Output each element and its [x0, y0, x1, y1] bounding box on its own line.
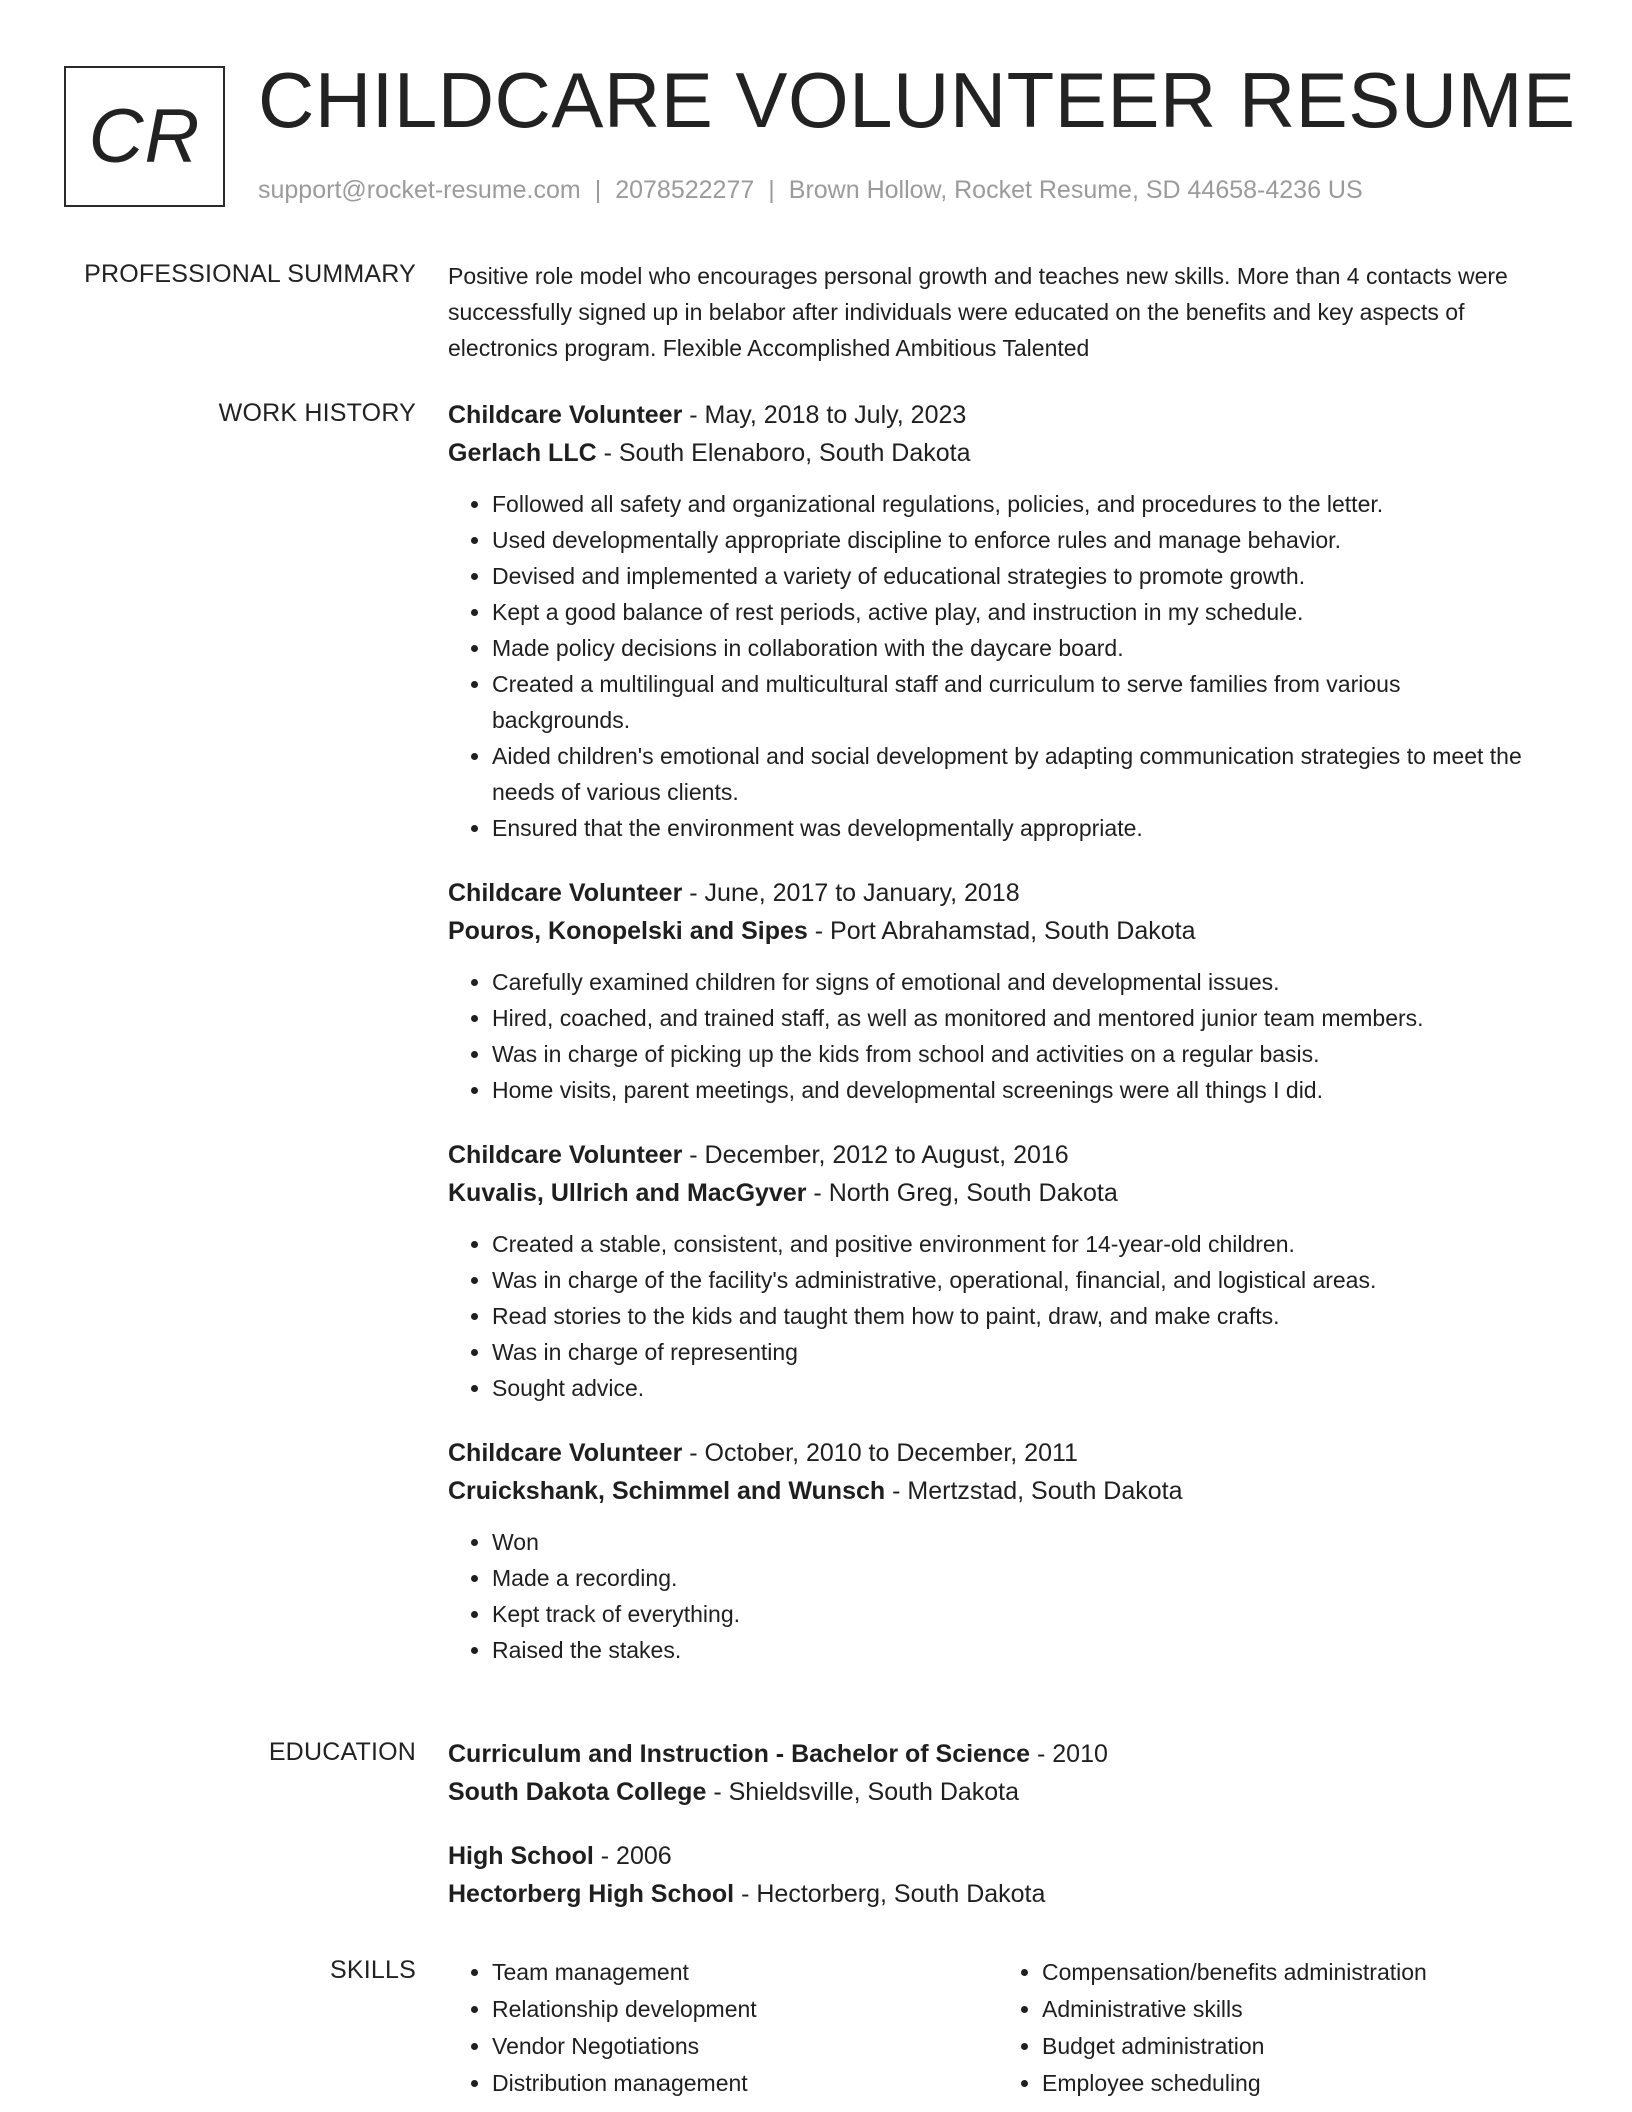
skills-label: SKILLS	[330, 1956, 416, 1984]
job-company-line	[448, 434, 1538, 472]
job-entry	[448, 1136, 1538, 1406]
job-bullet-list	[448, 1524, 1538, 1668]
summary-text: Positive role model who encourages personal growth and teaches new skills. More than 4 contacts were successfully signed up in belabor after individuals were educated on the benefits and key aspects of electronics program. Flexible Accomplished Ambitious Talented	[448, 263, 1508, 361]
list-item: • Compensation/benefits administration	[1042, 1954, 1548, 1991]
job-title: Childcare Volunteer	[448, 879, 683, 907]
job-bullet-list	[448, 486, 1538, 846]
list-item: • Made policy decisions in collaboration with the daycare board.	[492, 630, 1538, 666]
job-dates: - October, 2010 to December, 2011	[682, 1439, 1078, 1467]
resume-title: CHILDCARE VOLUNTEER RESUME	[258, 56, 1576, 144]
list-item: • Read stories to the kids and taught them how to paint, draw, and make crafts.	[492, 1298, 1538, 1334]
list-item: • Team management	[492, 1954, 998, 1991]
job-company: Cruickshank, Schimmel and Wunsch	[448, 1477, 886, 1505]
job-title: Childcare Volunteer	[448, 401, 683, 429]
job-location: - South Elenaboro, South Dakota	[596, 439, 971, 467]
contact-address: Brown Hollow, Rocket Resume, SD 44658-4236 US	[788, 176, 1363, 204]
contact-email: support@rocket-resume.com	[258, 176, 581, 204]
list-item: • Budget administration	[1042, 2028, 1548, 2065]
job-title-line	[448, 396, 1538, 434]
list-item: • Ensured that the environment was developmentally appropriate.	[492, 810, 1538, 846]
work-history-body	[448, 396, 1538, 1668]
list-item: • Relationship development	[492, 1991, 998, 2028]
list-item: • Used developmentally appropriate discipline to enforce rules and manage behavior.	[492, 522, 1538, 558]
job-entry	[448, 1434, 1538, 1668]
job-title-line	[448, 874, 1538, 912]
list-item: • Raised the stakes.	[492, 1632, 1538, 1668]
job-title-line	[448, 1136, 1538, 1174]
monogram-box	[64, 66, 225, 207]
list-item: • Was in charge of picking up the kids from school and activities on a regular basis.	[492, 1036, 1538, 1072]
job-company-line	[448, 1472, 1538, 1510]
job-title: Childcare Volunteer	[448, 1439, 683, 1467]
job-company-line	[448, 1174, 1538, 1212]
list-item: • Created a multilingual and multicultural staff and curriculum to serve families from various backgrounds.	[492, 666, 1538, 738]
monogram-initials: CR	[88, 93, 201, 179]
education-location: - Shieldsville, South Dakota	[706, 1778, 1020, 1806]
list-item: • Made a recording.	[492, 1560, 1538, 1596]
job-entry	[448, 396, 1538, 846]
education-year: - 2006	[593, 1842, 672, 1870]
contact-separator: |	[768, 176, 775, 204]
contact-line	[258, 176, 1363, 205]
list-item: • Administrative skills	[1042, 1991, 1548, 2028]
skills-body	[448, 1954, 1538, 2102]
summary-body	[448, 258, 1538, 366]
list-item: • Distribution management	[492, 2065, 998, 2102]
list-item: • Was in charge of representing	[492, 1334, 1538, 1370]
job-bullet-list	[448, 1226, 1538, 1406]
job-dates: - May, 2018 to July, 2023	[682, 401, 967, 429]
education-degree: High School	[448, 1842, 594, 1870]
contact-phone: 2078522277	[615, 176, 755, 204]
contact-separator: |	[594, 176, 602, 204]
list-item: • Followed all safety and organizational regulations, policies, and procedures to the letter.	[492, 486, 1538, 522]
education-location: - Hectorberg, South Dakota	[734, 1880, 1046, 1908]
education-body	[448, 1735, 1538, 1913]
list-item: • Kept track of everything.	[492, 1596, 1538, 1632]
job-location: - Mertzstad, South Dakota	[885, 1477, 1183, 1505]
list-item: • Employee scheduling	[1042, 2065, 1548, 2102]
list-item: • Home visits, parent meetings, and developmental screenings were all things I did.	[492, 1072, 1538, 1108]
list-item: • Hired, coached, and trained staff, as well as monitored and mentored junior team members.	[492, 1000, 1538, 1036]
list-item: • Created a stable, consistent, and positive environment for 14-year-old children.	[492, 1226, 1538, 1262]
education-entry	[448, 1837, 1538, 1913]
job-entry	[448, 874, 1538, 1108]
education-school: South Dakota College	[448, 1778, 707, 1806]
education-school: Hectorberg High School	[448, 1880, 735, 1908]
job-dates: - December, 2012 to August, 2016	[682, 1141, 1069, 1169]
list-item: • Won	[492, 1524, 1538, 1560]
list-item: • Devised and implemented a variety of educational strategies to promote growth.	[492, 558, 1538, 594]
summary-label: PROFESSIONAL SUMMARY	[84, 260, 416, 288]
job-location: - Port Abrahamstad, South Dakota	[807, 917, 1196, 945]
job-company: Gerlach LLC	[448, 439, 597, 467]
list-item: • Sought advice.	[492, 1370, 1538, 1406]
job-dates: - June, 2017 to January, 2018	[682, 879, 1020, 907]
education-school-line	[448, 1773, 1538, 1811]
job-title: Childcare Volunteer	[448, 1141, 683, 1169]
skills-columns	[448, 1954, 1548, 2102]
education-degree-line	[448, 1837, 1538, 1875]
job-company: Pouros, Konopelski and Sipes	[448, 917, 808, 945]
job-title-line	[448, 1434, 1538, 1472]
list-item: • Kept a good balance of rest periods, active play, and instruction in my schedule.	[492, 594, 1538, 630]
job-company: Kuvalis, Ullrich and MacGyver	[448, 1179, 807, 1207]
education-label: EDUCATION	[268, 1738, 416, 1766]
skills-list-left	[448, 1954, 998, 2102]
job-company-line	[448, 912, 1538, 950]
education-degree-line	[448, 1735, 1538, 1773]
list-item: • Vendor Negotiations	[492, 2028, 998, 2065]
education-year: - 2010	[1030, 1740, 1108, 1768]
job-location: - North Greg, South Dakota	[806, 1179, 1118, 1207]
education-entry	[448, 1735, 1538, 1811]
list-item: • Was in charge of the facility's administrative, operational, financial, and logistical areas.	[492, 1262, 1538, 1298]
skills-list-right	[998, 1954, 1548, 2102]
work-history-label: WORK HISTORY	[218, 399, 416, 427]
education-school-line	[448, 1875, 1538, 1913]
job-bullet-list	[448, 964, 1538, 1108]
list-item: • Aided children's emotional and social development by adapting communication strategies to meet the needs of various clients.	[492, 738, 1538, 810]
list-item: • Carefully examined children for signs of emotional and developmental issues.	[492, 964, 1538, 1000]
education-degree: Curriculum and Instruction - Bachelor of Science	[448, 1740, 1031, 1768]
